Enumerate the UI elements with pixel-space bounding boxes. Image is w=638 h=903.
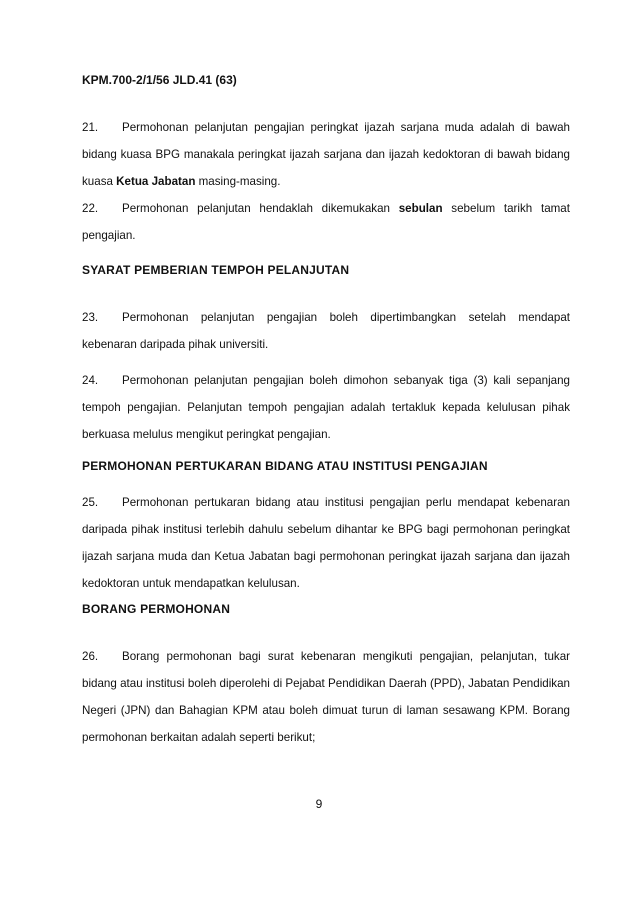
paragraph-22 <box>82 195 570 249</box>
paragraph-26 <box>82 643 570 751</box>
section-heading: BORANG PERMOHONAN <box>82 602 231 616</box>
paragraph-text: Permohonan pelanjutan hendaklah dikemukakan <box>122 202 399 215</box>
paragraph-number: 25. <box>82 496 99 509</box>
paragraph-text: Permohonan pelanjutan pengajian boleh dipertimbangkan setelah mendapat kebenaran daripada pihak universiti. <box>82 311 570 351</box>
paragraph-number: 26. <box>82 650 99 663</box>
paragraph-text: Permohonan pelanjutan pengajian boleh dimohon sebanyak tiga (3) kali sepanjang tempoh pengajian. Pelanjutan tempoh pengajian adalah tertakluk kepada kelulusan pihak berkuasa melulus mengikut peringkat pengajian. <box>82 374 570 441</box>
paragraph-text: Borang permohonan bagi surat kebenaran mengikuti pengajian, pelanjutan, tukar bidang atau institusi boleh diperolehi di Pejabat Pendidikan Daerah (PPD), Jabatan Pendidikan Negeri (JPN) dan Bahagian KPM atau boleh dimuat turun di laman sesawang KPM. Borang permohonan berkaitan adalah seperti berikut; <box>82 650 570 744</box>
paragraph-21 <box>82 114 570 195</box>
section-heading: PERMOHONAN PERTUKARAN BIDANG ATAU INSTITUSI PENGAJIAN <box>82 459 488 473</box>
paragraph-24 <box>82 367 570 448</box>
paragraph-text: masing-masing. <box>195 175 281 188</box>
paragraph-text: sebelum tarikh tamat pengajian. <box>82 202 570 242</box>
paragraph-number: 23. <box>82 311 99 324</box>
paragraph-bold-text: sebulan <box>398 202 443 215</box>
paragraph-text: Permohonan pertukaran bidang atau institusi pengajian perlu mendapat kebenaran daripada pihak institusi terlebih dahulu sebelum dihantar ke BPG bagi permohonan peringkat ijazah sarjana muda dan Ketua Jabatan bagi permohonan peringkat ijazah sarjana dan ijazah kedoktoran untuk mendapatkan kelulusan. <box>82 496 570 590</box>
file-reference: KPM.700-2/1/56 JLD.41 (63) <box>82 73 237 87</box>
page-number: 9 <box>315 797 323 811</box>
paragraph-23 <box>82 304 570 358</box>
paragraph-bold-text: Ketua Jabatan <box>116 175 196 188</box>
paragraph-number: 21. <box>82 121 99 134</box>
paragraph-number: 22. <box>82 202 99 215</box>
paragraph-text: Permohonan pelanjutan pengajian peringkat ijazah sarjana muda adalah di bawah bidang kuasa BPG manakala peringkat ijazah sarjana dan ijazah kedoktoran di bawah bidang kuasa <box>82 121 570 188</box>
paragraph-25 <box>82 489 570 597</box>
paragraph-number: 24. <box>82 374 99 387</box>
section-heading: SYARAT PEMBERIAN TEMPOH PELANJUTAN <box>82 263 350 277</box>
